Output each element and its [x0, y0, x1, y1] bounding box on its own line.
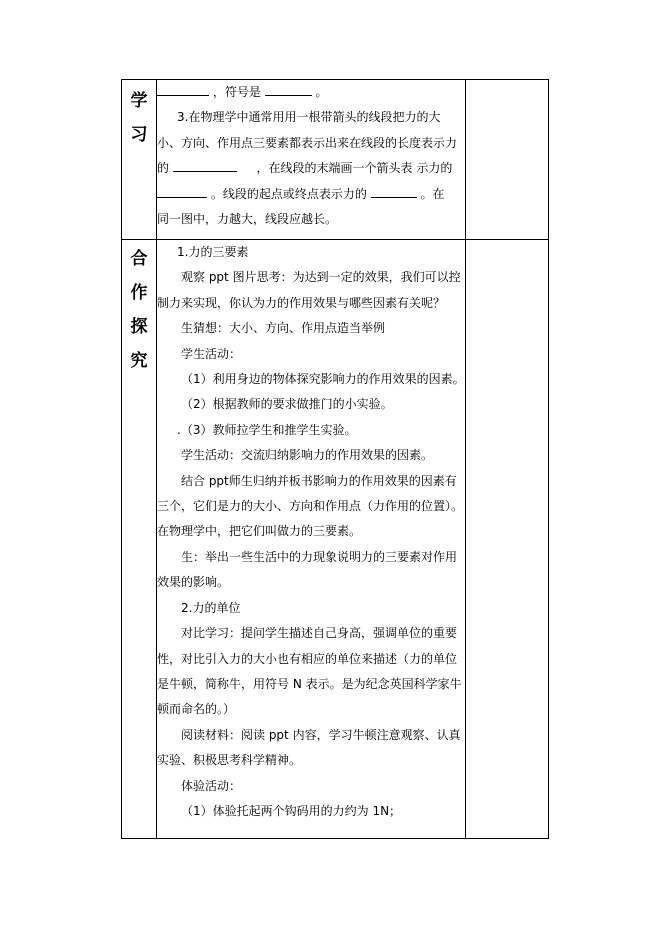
- text-line: 阅读材料：阅读 ppt 内容，学习牛顿注意观察、认真: [181, 727, 461, 742]
- text-line: 。线段的起点或终点表示力的 。在: [157, 182, 465, 207]
- study-content-cell: [157, 80, 466, 240]
- section-heading: 2.力的单位: [181, 600, 241, 615]
- text-line: 制力来实现，你认为力的作用效果与哪些因素有关呢？: [157, 295, 446, 310]
- notes-cell: [465, 240, 548, 839]
- text-line: 学生活动：交流归纳影响力的作用效果的因素。: [181, 448, 434, 463]
- study-label-cell: [122, 80, 157, 240]
- text-line: 学生活动：: [181, 346, 242, 361]
- text-line: 对比学习：提问学生描述自己身高，强调单位的重要: [181, 626, 458, 641]
- cooperation-label-char: 探: [130, 317, 148, 337]
- text-line: （2）根据教师的要求做推门的小实验。: [181, 397, 393, 412]
- cooperation-row: [122, 240, 549, 839]
- fill-in-blank: [371, 183, 417, 198]
- fill-in-blank: [173, 157, 237, 172]
- text-line: 的 ，在线段的末端画一个箭头表 示力的: [157, 156, 465, 181]
- text-line: 效果的影响。: [157, 575, 230, 590]
- text-line: 性，对比引入力的大小也有相应的单位来描述（力的单位: [157, 651, 458, 666]
- text-line: 观察 ppt 图片思考：为达到一定的效果，我们可以控: [181, 270, 461, 285]
- section-heading: 1.力的三要素: [177, 245, 249, 259]
- text-line: 在物理学中，把它们叫做力的三要素。: [157, 524, 362, 539]
- text-line: 是牛顿，简称牛，用符号 N 表示。是为纪念英国科学家牛: [157, 676, 462, 691]
- study-row: [122, 80, 549, 240]
- cooperation-label-char: 究: [130, 351, 148, 371]
- text-line: 实验、积极思考科学精神。: [157, 753, 302, 768]
- text-line: 生：举出一些生活中的力现象说明力的三要素对作用: [181, 549, 458, 564]
- text-line: .（3）教师拉学生和推学生实验。: [177, 422, 357, 437]
- lesson-plan-table: [121, 79, 549, 839]
- study-label-char: 习: [130, 125, 148, 145]
- text-line: 结合 ppt师生归纳并板书影响力的作用效果的因素有: [181, 473, 457, 488]
- notes-cell: [465, 80, 548, 240]
- text-line: ，符号是 。: [157, 80, 465, 105]
- text-line: 顿而命名的。）: [157, 702, 236, 717]
- cooperation-label-cell: [122, 240, 157, 839]
- text-line: （1）利用身边的物体探究影响力的作用效果的因素。: [181, 372, 465, 387]
- cooperation-content-cell: [157, 240, 466, 839]
- text-line: 体验活动：: [181, 778, 242, 793]
- text-line: 同一图中，力越大，线段应越长。: [157, 212, 338, 227]
- text-line: （1）体验托起两个钩码用的力约为 1N；: [181, 803, 402, 818]
- text-line: 三个，它们是力的大小、方向和作用点（力作用的位置）。: [157, 499, 464, 514]
- text-line: 小、方向、作用点三要素都表示出来在线段的长度表示力: [157, 135, 458, 150]
- fill-in-blank: [265, 81, 312, 96]
- cooperation-label-char: 作: [130, 283, 148, 303]
- cooperation-label-char: 合: [130, 249, 148, 269]
- text-line: 生猜想：大小、方向、作用点造当举例: [181, 321, 386, 336]
- fill-in-blank: [157, 183, 207, 198]
- fill-in-blank: [157, 81, 209, 96]
- text-line: 3.在物理学中通常用用一根带箭头的线段把力的大: [177, 110, 441, 125]
- study-label-char: 学: [130, 91, 148, 111]
